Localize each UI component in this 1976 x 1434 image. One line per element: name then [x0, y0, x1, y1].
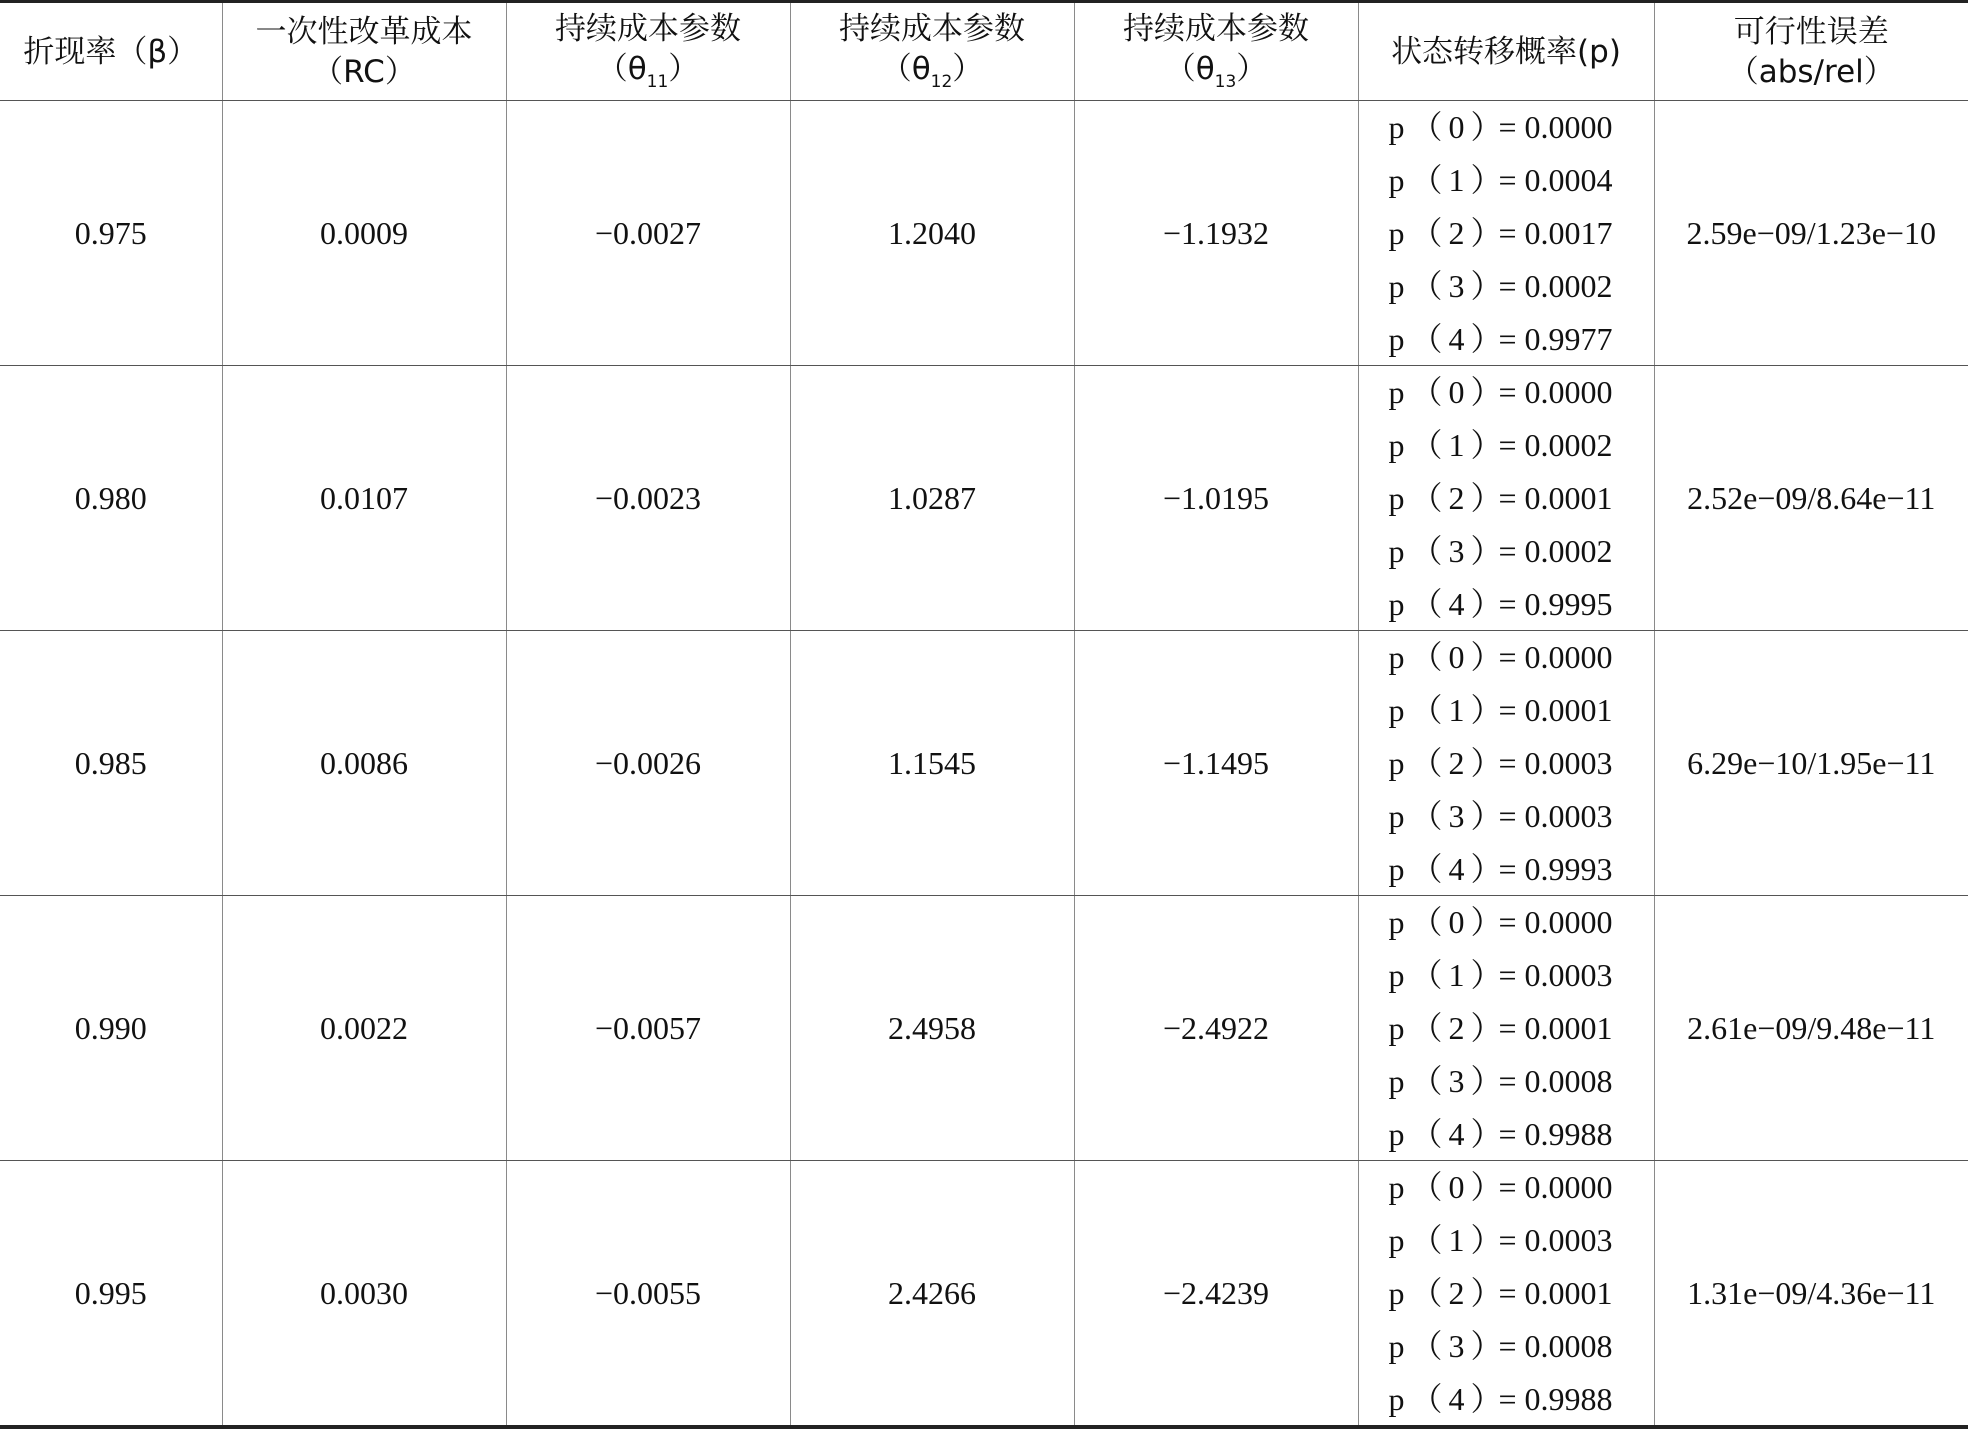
- cell-theta12: 2.4266: [790, 1161, 1074, 1428]
- header-title: 可行性误差: [1733, 13, 1889, 50]
- header-open-paren: （: [1164, 51, 1196, 87]
- cell-theta11: −0.0023: [506, 366, 790, 631]
- probability-state-label: p（1）: [1388, 691, 1509, 728]
- theta-subscript: 13: [1214, 72, 1237, 92]
- cell-feasibility-error: 2.59e−09/1.23e−10: [1654, 101, 1968, 366]
- probability-line: [1359, 578, 1654, 631]
- theta-symbol: θ: [1195, 51, 1215, 87]
- header-symbol: [791, 49, 1074, 94]
- cell-theta13: −1.1495: [1074, 631, 1358, 896]
- cell-transition-probabilities: [1358, 101, 1654, 366]
- table-row: [0, 366, 1968, 631]
- probability-list: [1359, 101, 1654, 365]
- table-row: [0, 896, 1968, 1161]
- header-theta11: [506, 2, 790, 101]
- probability-state-label: p（3）: [1388, 797, 1509, 834]
- probability-list: [1359, 366, 1654, 630]
- cell-discount-rate: 0.995: [0, 1161, 222, 1428]
- cell-reform-cost: 0.0086: [222, 631, 506, 896]
- header-subtitle: （abs/rel）: [1727, 53, 1895, 90]
- probability-value: = 0.0000: [1498, 108, 1613, 145]
- probability-line: [1359, 419, 1654, 472]
- probability-value: = 0.0003: [1498, 956, 1613, 993]
- header-discount-rate: [0, 2, 222, 101]
- probability-state-label: p（0）: [1388, 108, 1509, 145]
- cell-discount-rate: 0.985: [0, 631, 222, 896]
- probability-line: [1359, 790, 1654, 843]
- probability-line: [1359, 949, 1654, 1002]
- probability-line: [1359, 737, 1654, 790]
- probability-state-label: p（4）: [1388, 850, 1509, 887]
- table-header: [0, 2, 1968, 101]
- header-theta13: [1074, 2, 1358, 101]
- header-close-paren: ）: [952, 51, 984, 87]
- cell-theta11: −0.0055: [506, 1161, 790, 1428]
- probability-value: = 0.0000: [1498, 1168, 1613, 1205]
- probability-state-label: p（3）: [1388, 267, 1509, 304]
- cell-theta12: 1.0287: [790, 366, 1074, 631]
- probability-list: [1359, 896, 1654, 1160]
- cell-theta12: 1.2040: [790, 101, 1074, 366]
- probability-value: = 0.0001: [1498, 1009, 1613, 1046]
- cell-transition-probabilities: [1358, 631, 1654, 896]
- header-title: 持续成本参数: [555, 11, 741, 47]
- probability-value: = 0.0003: [1498, 744, 1613, 781]
- cell-discount-rate: 0.975: [0, 101, 222, 366]
- probability-line: [1359, 896, 1654, 949]
- cell-transition-probabilities: [1358, 896, 1654, 1161]
- probability-value: = 0.0001: [1498, 691, 1613, 728]
- probability-state-label: p（2）: [1388, 214, 1509, 251]
- cell-reform-cost: 0.0107: [222, 366, 506, 631]
- probability-value: = 0.9988: [1498, 1380, 1613, 1417]
- probability-line: [1359, 1161, 1654, 1214]
- cell-theta11: −0.0027: [506, 101, 790, 366]
- probability-value: = 0.0003: [1498, 797, 1613, 834]
- probability-value: = 0.0008: [1498, 1327, 1613, 1364]
- header-transition-prob: [1358, 2, 1654, 101]
- header-title: 持续成本参数: [839, 11, 1025, 47]
- probability-value: = 0.0001: [1498, 1274, 1613, 1311]
- probability-state-label: p（3）: [1388, 1062, 1509, 1099]
- probability-line: [1359, 684, 1654, 737]
- header-theta12: [790, 2, 1074, 101]
- probability-value: = 0.0000: [1498, 903, 1613, 940]
- header-row: [0, 2, 1968, 101]
- header-reform-cost: [222, 2, 506, 101]
- cell-theta11: −0.0026: [506, 631, 790, 896]
- header-title: 一次性改革成本: [255, 13, 473, 50]
- cell-theta13: −2.4922: [1074, 896, 1358, 1161]
- theta-symbol: θ: [911, 51, 931, 87]
- cell-theta13: −2.4239: [1074, 1161, 1358, 1428]
- cell-discount-rate: 0.990: [0, 896, 222, 1161]
- probability-state-label: p（2）: [1388, 479, 1509, 516]
- theta-symbol: θ: [627, 51, 647, 87]
- header-symbol: [507, 49, 790, 94]
- probability-value: = 0.0000: [1498, 373, 1613, 410]
- header-title: 折现率（β）: [23, 33, 199, 70]
- probability-line: [1359, 631, 1654, 684]
- theta-subscript: 11: [646, 72, 669, 92]
- probability-state-label: p（2）: [1388, 1009, 1509, 1046]
- table-row: [0, 101, 1968, 366]
- probability-state-label: p（2）: [1388, 1274, 1509, 1311]
- probability-line: [1359, 1267, 1654, 1320]
- cell-reform-cost: 0.0009: [222, 101, 506, 366]
- header-feasibility-error: [1654, 2, 1968, 101]
- cell-theta11: −0.0057: [506, 896, 790, 1161]
- probability-value: = 0.0001: [1498, 479, 1613, 516]
- probability-value: = 0.9995: [1498, 585, 1613, 622]
- probability-state-label: p（2）: [1388, 744, 1509, 781]
- cell-feasibility-error: 6.29e−10/1.95e−11: [1654, 631, 1968, 896]
- header-close-paren: ）: [668, 51, 700, 87]
- header-title: 持续成本参数: [1123, 11, 1309, 47]
- cell-feasibility-error: 1.31e−09/4.36e−11: [1654, 1161, 1968, 1428]
- table-body: [0, 101, 1968, 1428]
- probability-line: [1359, 313, 1654, 366]
- cell-theta12: 1.1545: [790, 631, 1074, 896]
- probability-line: [1359, 525, 1654, 578]
- cell-feasibility-error: 2.52e−09/8.64e−11: [1654, 366, 1968, 631]
- probability-state-label: p（4）: [1388, 1115, 1509, 1152]
- header-subtitle: （RC）: [312, 53, 416, 90]
- probability-value: = 0.0002: [1498, 532, 1613, 569]
- probability-line: [1359, 1373, 1654, 1426]
- probability-line: [1359, 260, 1654, 313]
- theta-subscript: 12: [930, 72, 953, 92]
- probability-value: = 0.9988: [1498, 1115, 1613, 1152]
- cell-theta12: 2.4958: [790, 896, 1074, 1161]
- cell-reform-cost: 0.0030: [222, 1161, 506, 1428]
- probability-line: [1359, 1002, 1654, 1055]
- probability-list: [1359, 631, 1654, 895]
- header-open-paren: （: [596, 51, 628, 87]
- table-row: [0, 631, 1968, 896]
- probability-line: [1359, 1055, 1654, 1108]
- probability-value: = 0.0002: [1498, 267, 1613, 304]
- probability-line: [1359, 1108, 1654, 1161]
- probability-state-label: p（3）: [1388, 532, 1509, 569]
- probability-line: [1359, 843, 1654, 896]
- table-row: [0, 1161, 1968, 1428]
- probability-state-label: p（0）: [1388, 638, 1509, 675]
- probability-state-label: p（0）: [1388, 373, 1509, 410]
- probability-line: [1359, 207, 1654, 260]
- probability-state-label: p（1）: [1388, 956, 1509, 993]
- probability-line: [1359, 366, 1654, 419]
- probability-line: [1359, 101, 1654, 154]
- probability-value: = 0.0008: [1498, 1062, 1613, 1099]
- cell-theta13: −1.0195: [1074, 366, 1358, 631]
- probability-value: = 0.0004: [1498, 161, 1613, 198]
- cell-transition-probabilities: [1358, 1161, 1654, 1428]
- probability-list: [1359, 1161, 1654, 1425]
- cell-feasibility-error: 2.61e−09/9.48e−11: [1654, 896, 1968, 1161]
- probability-value: = 0.9977: [1498, 320, 1613, 357]
- probability-line: [1359, 1320, 1654, 1373]
- cell-transition-probabilities: [1358, 366, 1654, 631]
- header-title: 状态转移概率(p): [1391, 33, 1621, 70]
- probability-line: [1359, 154, 1654, 207]
- probability-state-label: p（0）: [1388, 1168, 1509, 1205]
- probability-state-label: p（3）: [1388, 1327, 1509, 1364]
- cell-theta13: −1.1932: [1074, 101, 1358, 366]
- probability-state-label: p（4）: [1388, 320, 1509, 357]
- probability-state-label: p（1）: [1388, 426, 1509, 463]
- header-close-paren: ）: [1236, 51, 1268, 87]
- probability-value: = 0.0002: [1498, 426, 1613, 463]
- probability-state-label: p（1）: [1388, 161, 1509, 198]
- probability-value: = 0.9993: [1498, 850, 1613, 887]
- cell-discount-rate: 0.980: [0, 366, 222, 631]
- header-symbol: [1075, 49, 1358, 94]
- cell-reform-cost: 0.0022: [222, 896, 506, 1161]
- probability-state-label: p（1）: [1388, 1221, 1509, 1258]
- header-open-paren: （: [880, 51, 912, 87]
- probability-state-label: p（0）: [1388, 903, 1509, 940]
- probability-line: [1359, 472, 1654, 525]
- probability-value: = 0.0000: [1498, 638, 1613, 675]
- probability-value: = 0.0003: [1498, 1221, 1613, 1258]
- probability-state-label: p（4）: [1388, 1380, 1509, 1417]
- probability-value: = 0.0017: [1498, 214, 1613, 251]
- probability-line: [1359, 1214, 1654, 1267]
- probability-state-label: p（4）: [1388, 585, 1509, 622]
